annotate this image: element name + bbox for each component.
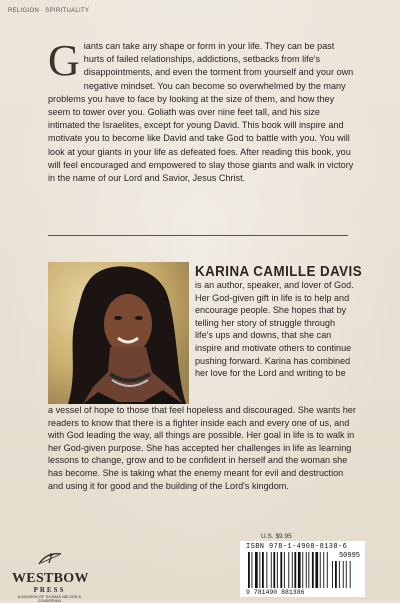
- author-name: KARINA CAMILLE DAVIS: [195, 264, 363, 280]
- publisher-sub: PRESS: [33, 586, 66, 594]
- isbn-barcode: [240, 541, 365, 597]
- barcode-addon-number: 50995: [338, 552, 360, 560]
- publisher-tagline: A DIVISION OF THOMAS NELSON & ZONDERVAN: [17, 595, 82, 603]
- section-divider: [48, 235, 348, 236]
- author-portrait-image: [48, 262, 189, 404]
- back-cover-blurb: [48, 36, 356, 185]
- category-label: RELIGION · SPIRITUALITY: [8, 8, 90, 14]
- barcode-number: 9 781490 881386: [246, 589, 305, 596]
- author-bio-wide: a vessel of hope to those that feel hopeless and discouraged. She wants her readers to know that there is a fighter inside each and every one of us, and with God leading the way, all things are possible. Her goal in life is to walk in her God-given purpose. She has accepted her challenges in life as learning lessons to change, grow and to be confident in herself and the woman she has become. She is taking what the enemy meant for evil and destruction and using it for good and the building of the Lord's kingdom.: [48, 405, 356, 491]
- author-bio-column: is an author, speaker, and lover of God. Her God-given gift in life is to help and encourage people. She hopes that by telling her story of struggle through life's ups and downs, that she can inspire and motivate others to continue pushing forward. Karina has combined her love for the Lord and writing to be: [195, 280, 354, 379]
- author-photo: [48, 262, 189, 404]
- blurb-dropcap: G: [48, 36, 80, 85]
- publisher-name: WESTBOW: [12, 571, 89, 586]
- publisher-logo: [12, 550, 87, 603]
- isbn-text: ISBN 978-1-4908-8138-6: [246, 543, 348, 551]
- blurb-text: iants can take any shape or form in your life. They can be past hurts of failed relationships, addictions, setbacks from life's disappointments, and even the torment from yourself and your own negative mindset. You can become so overwhelmed by the many problems you have to face by looking at the size of them, and how they seem to tower over you. Goliath was over nine feet tall, and his size intimated the Israelites, except for young David. This book will inspire and motivate you to become like David and take God to battle with you. You will look at your giants in your life as defeated foes. After reading this book, you will feel encouraged and empowered to slay those giants and walk in victory in the name of our Lord and Savior, Jesus Christ.: [48, 41, 354, 184]
- price-label: U.S. $9.95: [261, 533, 292, 540]
- archer-icon: [35, 550, 65, 566]
